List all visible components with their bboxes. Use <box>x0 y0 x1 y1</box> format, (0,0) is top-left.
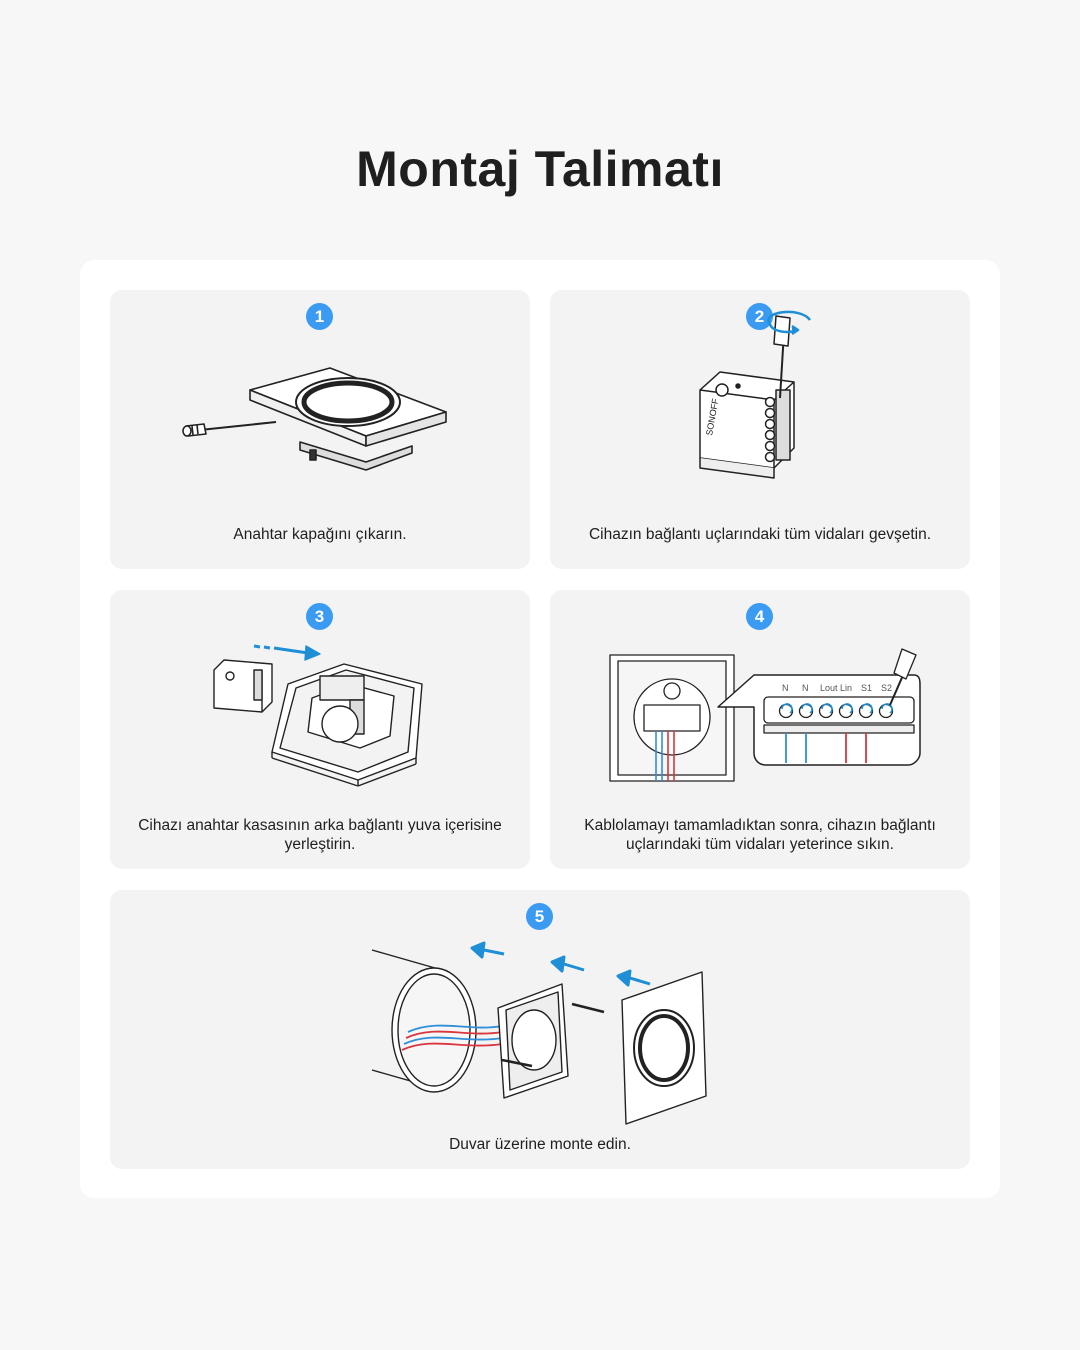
screwdriver-icon <box>183 422 276 436</box>
step-card-1 <box>110 290 530 569</box>
wall-mount-illustration <box>372 940 712 1135</box>
instructions-sheet <box>80 260 1000 1198</box>
svg-text:N: N <box>802 683 809 693</box>
step-caption: Anahtar kapağını çıkarın. <box>233 526 407 543</box>
step-caption: Cihazı anahtar kasasının arka bağlantı yuva içerisine yerleştirin. <box>138 817 502 853</box>
step-caption: Cihazın bağlantı uçlarındaki tüm vidaları gevşetin. <box>588 526 932 543</box>
step-card-5 <box>110 890 970 1169</box>
step-number-badge: 1 <box>306 303 333 330</box>
insert-arrow-icon <box>254 646 320 660</box>
insert-device-illustration <box>210 640 430 785</box>
svg-text:SONOFF: SONOFF <box>704 397 721 437</box>
step-card-2 <box>550 290 970 569</box>
wiring-illustration <box>608 645 920 800</box>
svg-text:Lin: Lin <box>840 683 853 693</box>
step-card-4 <box>550 590 970 869</box>
step-card-3 <box>110 590 530 869</box>
svg-text:S1: S1 <box>861 683 873 693</box>
svg-text:N: N <box>782 683 789 693</box>
step-number-badge: 2 <box>746 303 773 330</box>
remove-cover-illustration <box>180 350 460 485</box>
step-caption: Duvar üzerine monte edin. <box>449 1136 631 1153</box>
step-number-badge: 5 <box>526 903 553 930</box>
loosen-screws-illustration <box>690 310 830 495</box>
svg-text:S2: S2 <box>881 683 893 693</box>
step-number-badge: 3 <box>306 603 333 630</box>
page-title: Montaj Talimatı <box>356 141 724 197</box>
svg-text:Lout: Lout <box>820 683 838 693</box>
step-number-badge: 4 <box>746 603 773 630</box>
step-caption: Kablolamayı tamamladıktan sonra, cihazın bağlantı uçlarındaki tüm vidaları yeterince sıkın. <box>584 817 936 853</box>
mount-arrow-icon <box>472 943 650 985</box>
